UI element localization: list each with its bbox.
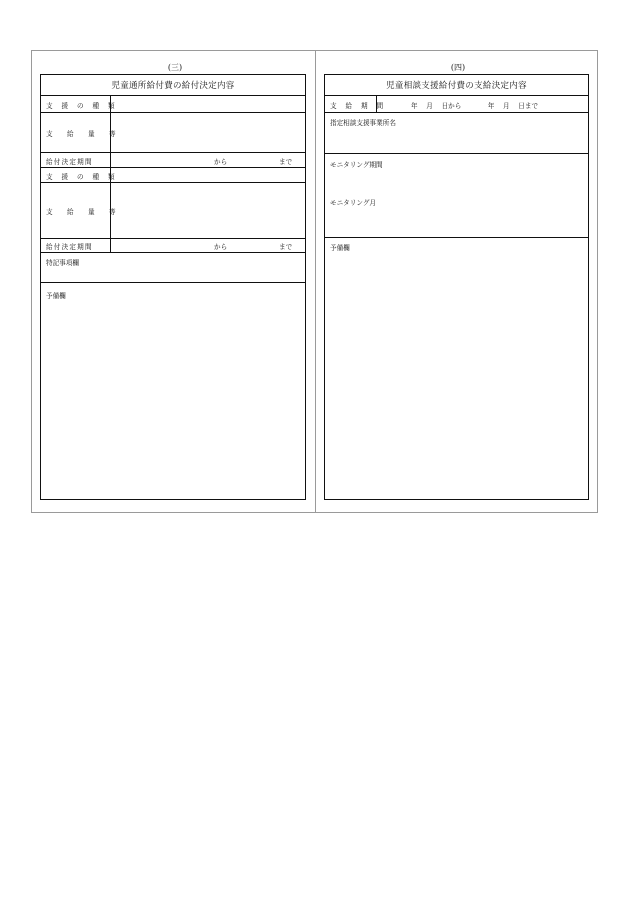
row-divider	[41, 152, 305, 153]
block-divider	[325, 237, 588, 238]
label-column-divider	[110, 95, 111, 167]
reserve-label-left: 予備欄	[46, 292, 66, 300]
reserve-label-right: 予備欄	[330, 244, 350, 252]
left-form-title: 児童通所給付費の給付決定内容	[41, 75, 305, 96]
decision-period-label-1: 給付決定期間	[46, 158, 93, 166]
right-form-title: 児童相談支援給付費の支給決定内容	[325, 75, 588, 96]
row-divider	[41, 112, 305, 113]
row-divider	[41, 238, 305, 239]
supply-period-value: 年 月 日から 年 月 日まで	[411, 102, 539, 110]
support-type-label-1: 支 援 の 種 類	[46, 102, 118, 110]
left-form-frame	[40, 74, 306, 500]
label-column-divider	[376, 95, 377, 112]
support-type-label-2: 支 援 の 種 類	[46, 173, 118, 181]
period-until-1: まで	[279, 158, 293, 166]
block-divider	[41, 282, 305, 283]
block-divider	[41, 167, 305, 168]
supply-period-label: 支 給 期 間	[330, 102, 387, 110]
block-divider	[41, 252, 305, 253]
row-divider	[325, 112, 588, 113]
consultation-office-label: 指定相談支援事業所名	[330, 119, 396, 127]
row-divider	[41, 182, 305, 183]
fold-line	[315, 50, 316, 513]
left-panel-number: (三)	[167, 63, 183, 72]
period-until-2: まで	[279, 243, 293, 251]
label-column-divider	[110, 168, 111, 252]
supply-amount-label-2: 支 給 量 等	[46, 208, 119, 216]
monitoring-period-label: モニタリング期間	[330, 161, 383, 169]
monitoring-month-label: モニタリング月	[330, 199, 377, 207]
period-from-1: から	[214, 158, 228, 166]
right-panel-number: (四)	[450, 63, 466, 72]
supply-amount-label-1: 支 給 量 等	[46, 130, 119, 138]
decision-period-label-2: 給付決定期間	[46, 243, 93, 251]
right-form-frame	[324, 74, 589, 500]
row-divider	[325, 153, 588, 154]
period-from-2: から	[214, 243, 228, 251]
special-notes-label: 特記事項欄	[46, 259, 79, 267]
